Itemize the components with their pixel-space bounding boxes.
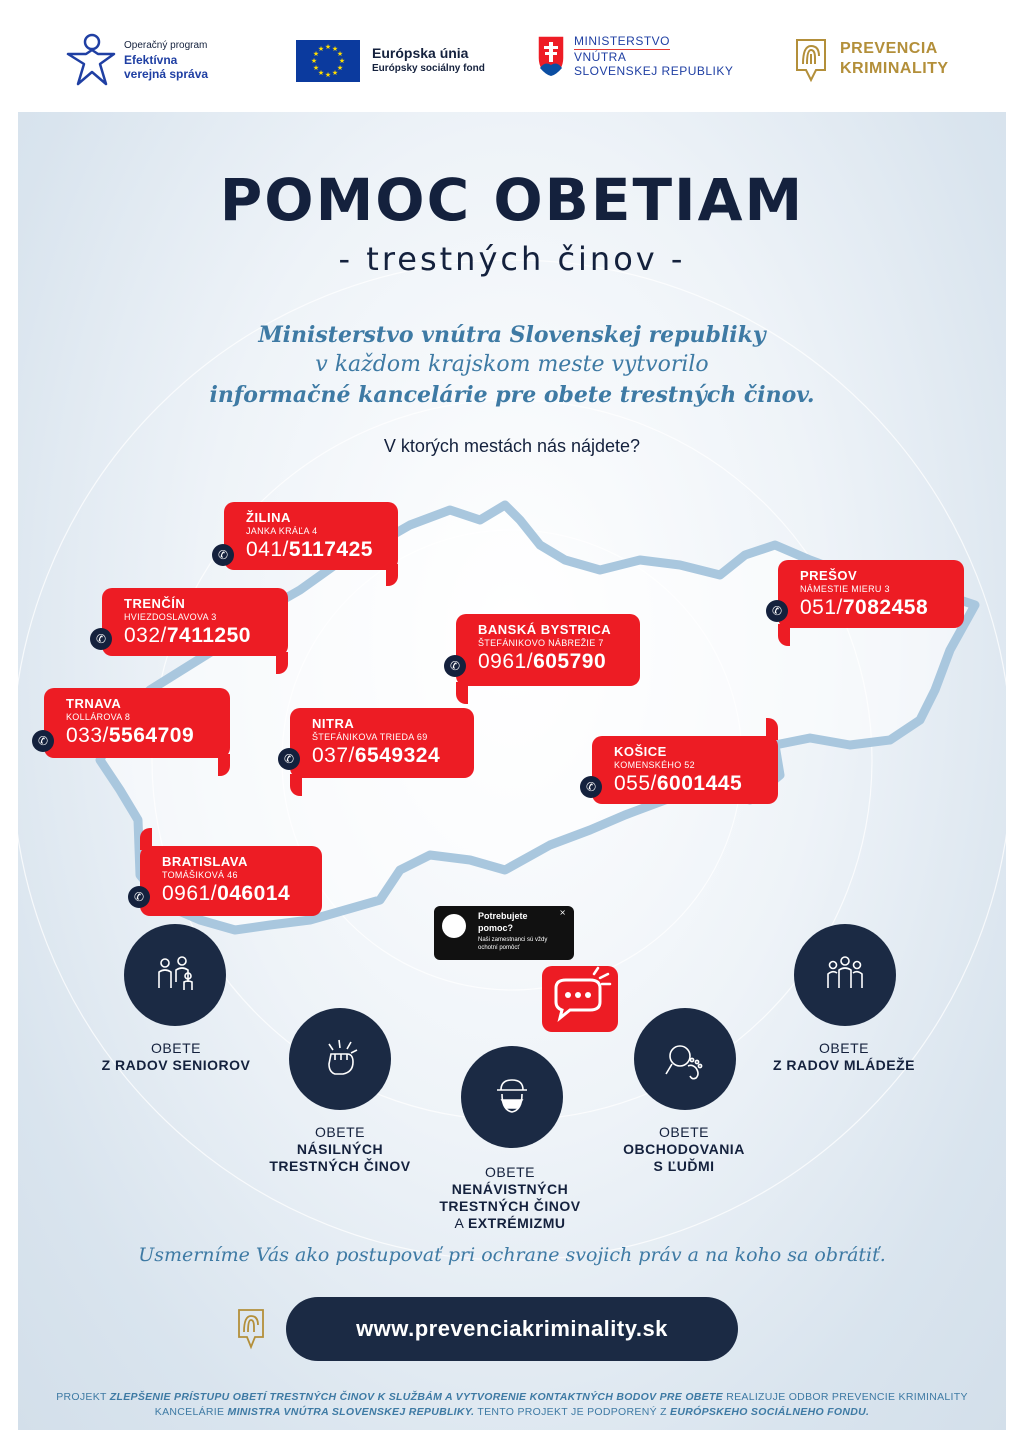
- violent-label: OBETE NÁSILNÝCH TRESTNÝCH ČINOV: [269, 1124, 411, 1174]
- youth-circle: [794, 924, 896, 1026]
- city-address: JANKA KRÁĽA 4: [246, 526, 318, 536]
- chat-button[interactable]: [542, 966, 618, 1032]
- intro-line2: v každom krajskom meste vytvorilo: [315, 352, 709, 377]
- website-link-button[interactable]: www.prevenciakriminality.sk: [286, 1297, 738, 1361]
- city-phone: 041/5117425: [246, 538, 373, 561]
- intro-line3: informačné kancelárie pre obete trestných činov.: [209, 382, 815, 408]
- svg-text:★: ★: [317, 45, 325, 53]
- hate-label: OBETE NENÁVISTNÝCH TRESTNÝCH ČINOV A EXTRÉMIZMU: [439, 1164, 581, 1231]
- city-card-banska-bystrica: [456, 614, 640, 686]
- city-card-kosice: [592, 736, 778, 804]
- fingerprint-icon: [236, 1305, 266, 1351]
- footer-text: PROJEKT ZLEPŠENIE PRÍSTUPU OBETÍ TRESTNÝCH ČINOV K SLUŽBÁM A VYTVORENIE KONTAKTNÝCH BODOV PRE OBETE REALIZUJE ODBOR PREVENCIE KRIMINALITY KANCELÁRIE MINISTRA VNÚTRA SLOVENSKEJ REPUBLIKY. TENTO PROJEKT JE PODPORENÝ Z EURÓPSKEHO SOCIÁLNEHO FONDU.: [56, 1391, 968, 1418]
- phone-icon: ✆: [90, 628, 112, 650]
- prevencia-line2: KRIMINALITY: [840, 60, 949, 77]
- city-phone: 037/6549324: [312, 744, 441, 767]
- ministerstvo-line2: VNÚTRA: [574, 50, 627, 64]
- city-card-zilina: [224, 502, 398, 570]
- eu-line2: Európsky sociálny fond: [372, 63, 485, 74]
- city-card-trencin: [102, 588, 288, 656]
- phone-icon: ✆: [766, 600, 788, 622]
- page-title: POMOC OBETIAM: [219, 166, 805, 234]
- efektivna-line3: verejná správa: [124, 67, 209, 81]
- city-phone: 0961/046014: [162, 882, 291, 905]
- city-phone: 055/6001445: [614, 772, 743, 795]
- svg-text:★: ★: [324, 71, 332, 79]
- phone-icon: ✆: [580, 776, 602, 798]
- youth-group-icon: [822, 952, 868, 998]
- city-phone: 051/7082458: [800, 596, 929, 619]
- svg-text:★: ★: [310, 57, 318, 65]
- chat-avatar-icon: [442, 914, 466, 938]
- svg-text:★: ★: [317, 69, 325, 77]
- fist-icon: [317, 1036, 363, 1082]
- close-icon[interactable]: ×: [559, 908, 566, 917]
- city-card-trnava: [44, 688, 230, 758]
- svg-text:★: ★: [336, 50, 344, 58]
- tagline: Usmerníme Vás ako postupovať pri ochrane svojich práv a na koho sa obrátiť.: [138, 1244, 886, 1266]
- page-subtitle: - trestných činov -: [338, 240, 686, 278]
- city-address: NÁMESTIE MIERU 3: [800, 584, 890, 594]
- efektivna-line1: Operačný program: [124, 40, 208, 51]
- svg-text:★: ★: [336, 64, 344, 72]
- city-card-presov: [778, 560, 964, 628]
- chat-title: Potrebujete pomoc?: [478, 911, 528, 933]
- city-name: TRENČÍN: [124, 596, 186, 611]
- prevencia-line1: PREVENCIA: [840, 40, 938, 57]
- city-address: ŠTEFÁNIKOVO NÁBREŽIE 7: [478, 638, 604, 648]
- city-address: HVIEZDOSLAVOVA 3: [124, 612, 217, 622]
- efektivna-line2: Efektívna: [124, 53, 178, 67]
- city-name: PREŠOV: [800, 568, 858, 583]
- footprint-search-icon: [662, 1036, 708, 1082]
- phone-icon: ✆: [32, 730, 54, 752]
- city-phone: 032/7411250: [124, 624, 251, 647]
- seniors-label: OBETE Z RADOV SENIOROV: [101, 1040, 251, 1073]
- city-name: ŽILINA: [246, 510, 291, 525]
- city-name: NITRA: [312, 716, 355, 731]
- chat-bubble-icon: [542, 966, 618, 1032]
- youth-label: OBETE Z RADOV MLÁDEŽE: [772, 1040, 916, 1073]
- city-card-bratislava: [140, 846, 322, 916]
- masked-person-icon: [489, 1074, 535, 1120]
- trafficking-label: OBETE OBCHODOVANIA S ĽUĎMI: [623, 1124, 745, 1174]
- ministerstvo-line3: SLOVENSKEJ REPUBLIKY: [574, 64, 734, 78]
- violent-circle: [289, 1008, 391, 1110]
- city-name: TRNAVA: [66, 696, 122, 711]
- hate-circle: [461, 1046, 563, 1148]
- city-name: BANSKÁ BYSTRICA: [478, 622, 612, 637]
- city-address: KOMENSKÉHO 52: [614, 760, 695, 770]
- intro-line1: Ministerstvo vnútra Slovenskej republiky: [258, 322, 766, 348]
- svg-text:★: ★: [324, 43, 332, 51]
- seniors-icon: [152, 952, 198, 998]
- chat-text: Naši zamestnanci sú vždy ochotní pomôcť: [478, 937, 548, 951]
- city-name: BRATISLAVA: [162, 854, 248, 869]
- phone-icon: ✆: [212, 544, 234, 566]
- city-address: KOLLÁROVA 8: [66, 712, 131, 722]
- city-address: TOMÁŠIKOVÁ 46: [162, 870, 238, 880]
- svg-text:★: ★: [312, 50, 320, 58]
- city-name: KOŠICE: [614, 744, 667, 759]
- seniors-circle: [124, 924, 226, 1026]
- svg-text:★: ★: [312, 64, 320, 72]
- trafficking-circle: [634, 1008, 736, 1110]
- phone-icon: ✆: [128, 886, 150, 908]
- city-phone: 033/5564709: [66, 724, 195, 747]
- city-address: ŠTEFÁNIKOVA TRIEDA 69: [312, 732, 428, 742]
- svg-text:★: ★: [331, 45, 339, 53]
- chat-popup[interactable]: [434, 906, 574, 960]
- svg-text:★: ★: [331, 69, 339, 77]
- city-phone: 0961/605790: [478, 650, 607, 673]
- phone-icon: ✆: [278, 748, 300, 770]
- eu-line1: Európska únia: [372, 45, 469, 61]
- question-text: V ktorých mestách nás nájdete?: [383, 436, 641, 456]
- ministerstvo-line1: MINISTERSTVO: [574, 34, 671, 48]
- svg-text:★: ★: [338, 57, 346, 65]
- phone-icon: ✆: [444, 655, 466, 677]
- city-card-nitra: [290, 708, 474, 778]
